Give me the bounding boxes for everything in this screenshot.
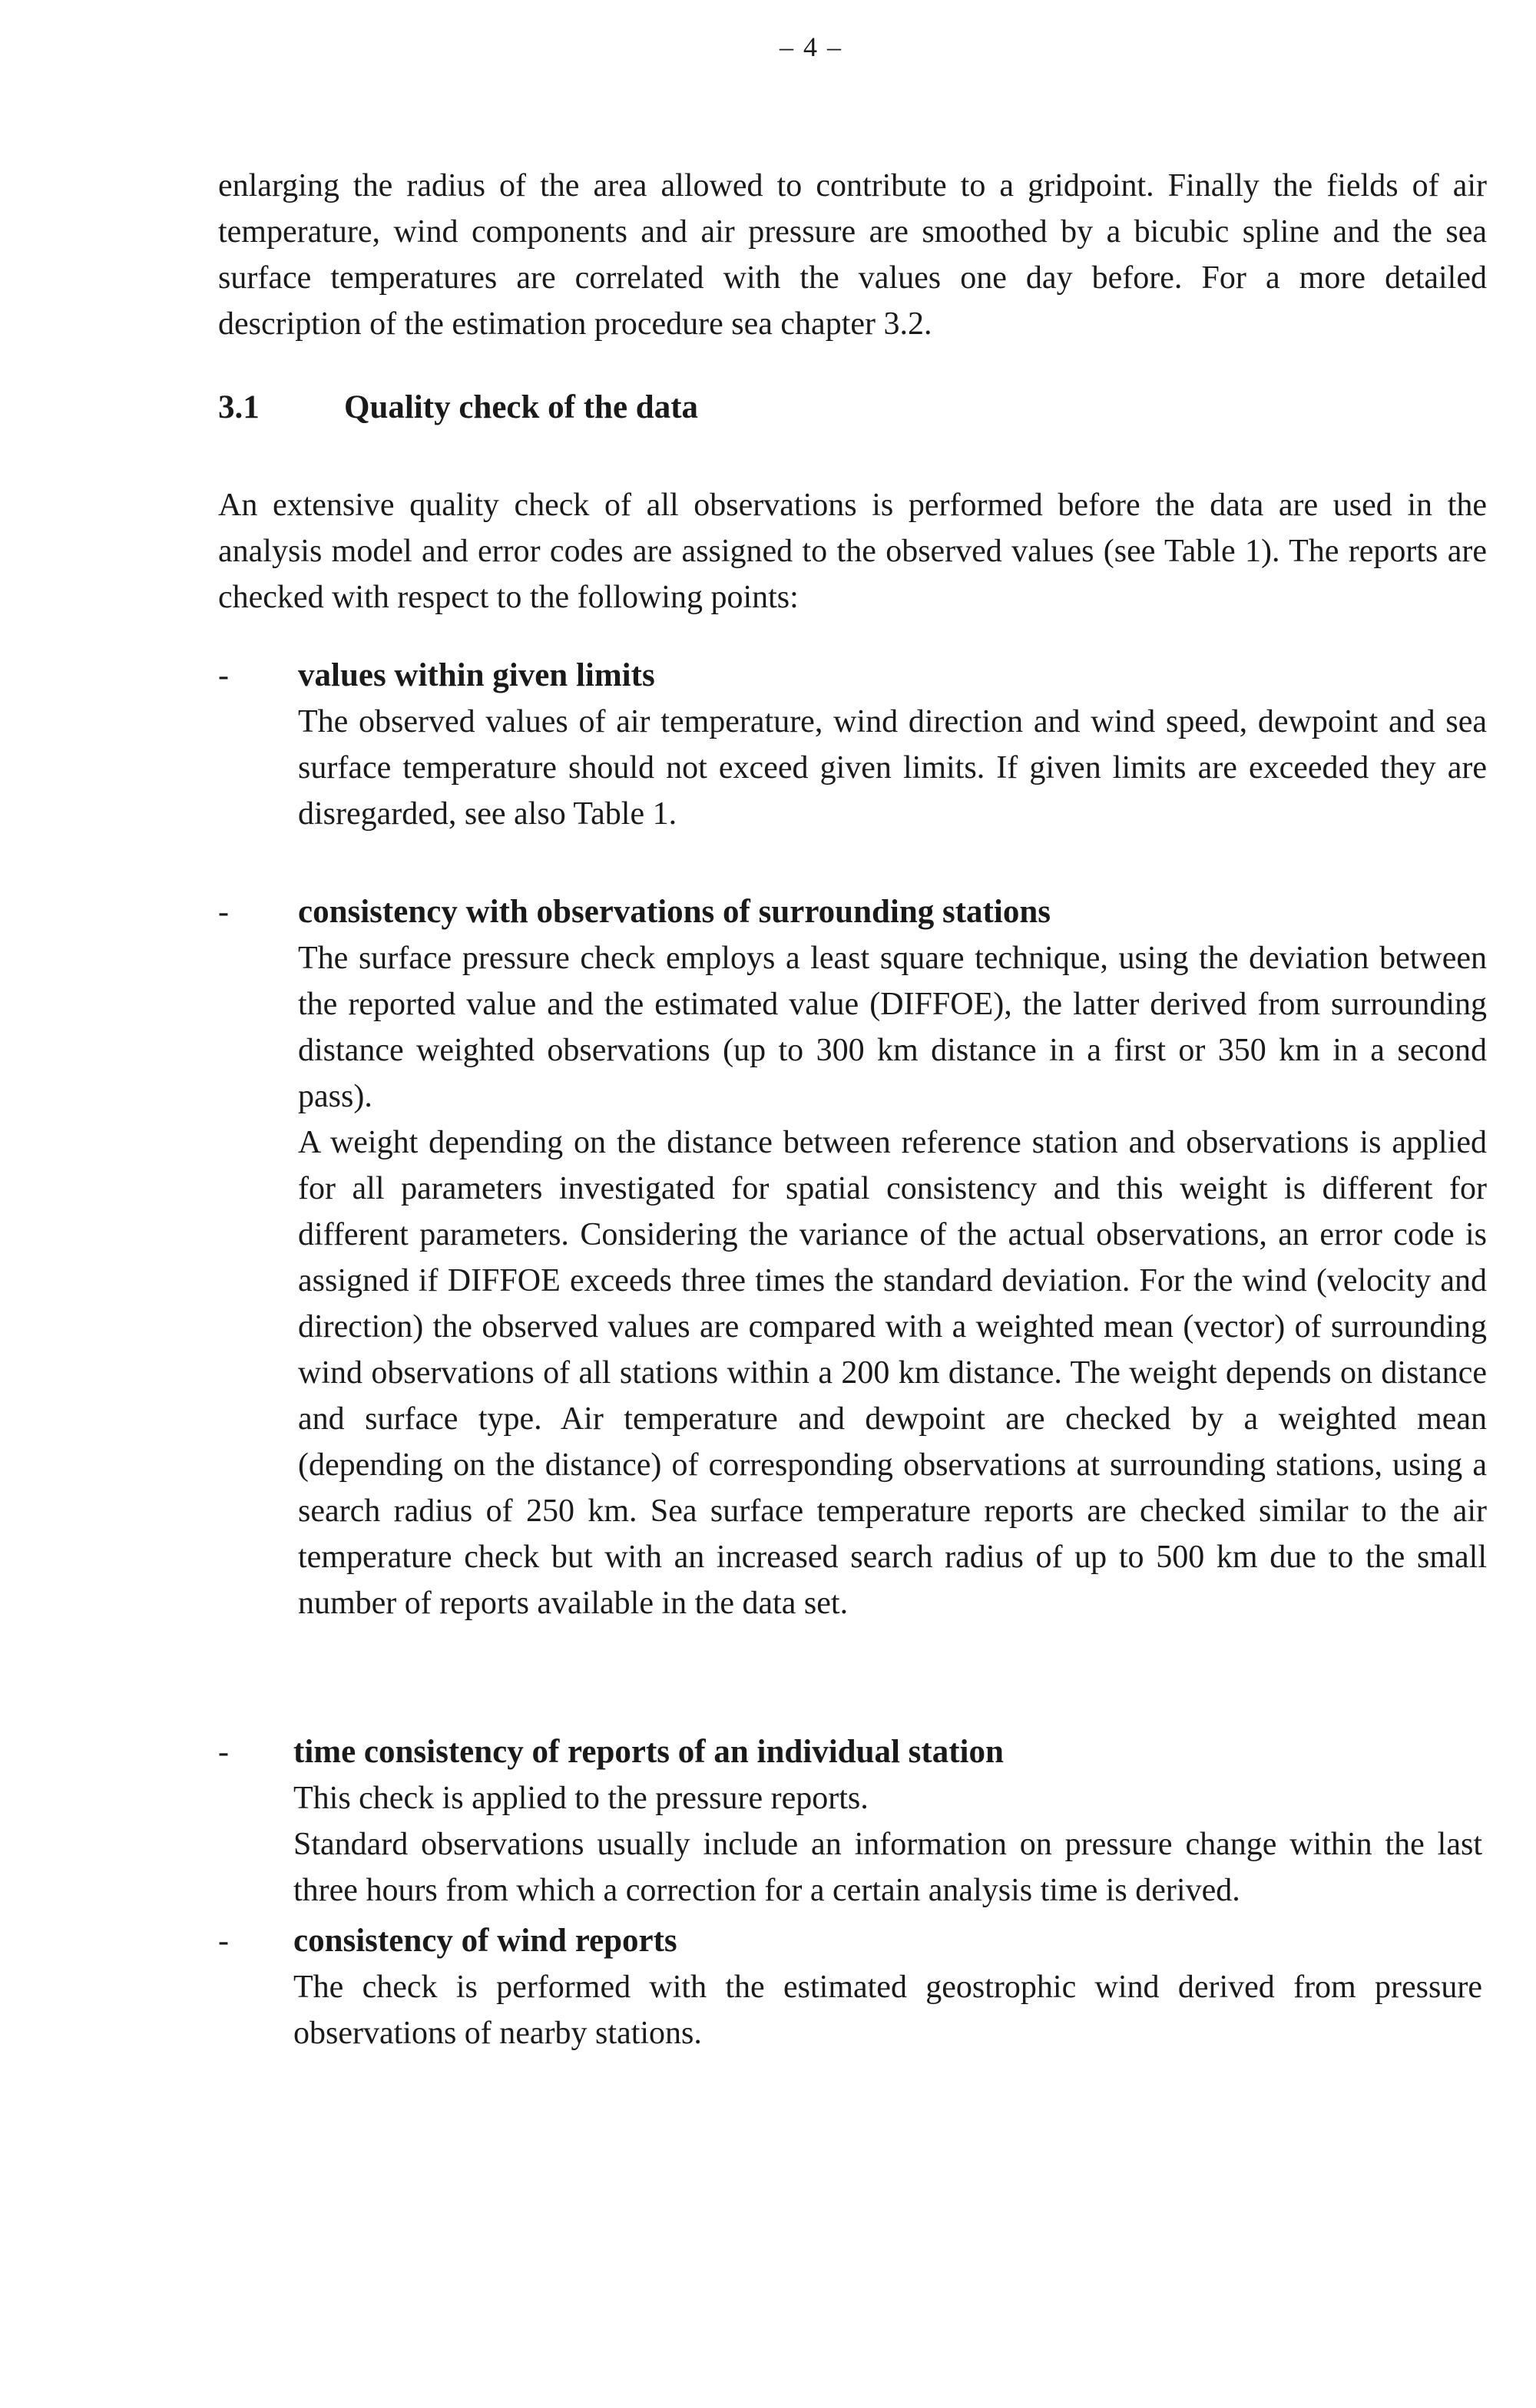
- list-item-paragraph: This check is applied to the pressure reports.: [293, 1781, 869, 1816]
- bullet-dash: -: [218, 1735, 229, 1770]
- bullet-dash: -: [218, 1923, 229, 1959]
- list-item-title: consistency of wind reports: [293, 1923, 677, 1959]
- intro-paragraph: enlarging the radius of the area allowed to contribute to a gridpoint. Finally the fields of air temperature, wind components and air pressure are smoothed by a bicubic spline and the sea surface temperatures are correlated with the values one day before. For a more detailed description of the estimation procedure sea chapter 3.2.: [218, 168, 1487, 342]
- section-intro-paragraph: An extensive quality check of all observations is performed before the data are used in the analysis model and error codes are assigned to the observed values (see Table 1). The reports are checked with respect to the following points:: [218, 488, 1487, 615]
- list-item-paragraph: The observed values of air temperature, wind direction and wind speed, dewpoint and sea surface temperature should not exceed given limits. If given limits are exceeded they are disregarded, see also Table 1.: [298, 704, 1487, 832]
- page-number: – 4 –: [780, 31, 842, 62]
- list-item-content: [298, 653, 1487, 837]
- list-item-content: [293, 1918, 1482, 2056]
- list-item-title: values within given limits: [298, 657, 655, 693]
- list-item-paragraph: Standard observations usually include an information on pressure change within the last three hours from which a correction for a certain analysis time is derived.: [293, 1827, 1482, 1908]
- bullet-dash: -: [218, 658, 229, 693]
- list-item-paragraph: The surface pressure check employs a least square technique, using the deviation between the reported value and the estimated value (DIFFOE), the latter derived from surrounding distance weighted observations (up to 300 km distance in a first or 350 km in a second pass).: [298, 941, 1487, 1114]
- section-heading: [218, 389, 698, 426]
- list-item-content: [298, 889, 1487, 1626]
- section-number: 3.1: [218, 389, 260, 425]
- section-title: Quality check of the data: [344, 389, 699, 425]
- list-item-content: [293, 1729, 1482, 1914]
- bullet-dash: -: [218, 895, 229, 930]
- list-item-paragraph: A weight depending on the distance between reference station and observations is applied for all parameters investigated for spatial consistency and this weight is different for different parameters. Considering the variance of the actual observations, an error code is assigned if DIFFOE exceeds three times the standard deviation. For the wind (velocity and direction) the observed values are compared with a weighted mean (vector) of surrounding wind observations of all stations within a 200 km distance. The weight depends on distance and surface type. Air temperature and dewpoint are checked by a weighted mean (depending on the distance) of corresponding observations at surrounding stations, using a search radius of 250 km. Sea surface temperature reports are checked similar to the air temperature check but with an increased search radius of up to 500 km due to the small number of reports available in the data set.: [298, 1125, 1487, 1621]
- list-item-title: consistency with observations of surrounding stations: [298, 894, 1051, 930]
- list-item-paragraph: The check is performed with the estimated geostrophic wind derived from pressure observations of nearby stations.: [293, 1970, 1482, 2051]
- list-item-title: time consistency of reports of an individual station: [293, 1734, 1004, 1770]
